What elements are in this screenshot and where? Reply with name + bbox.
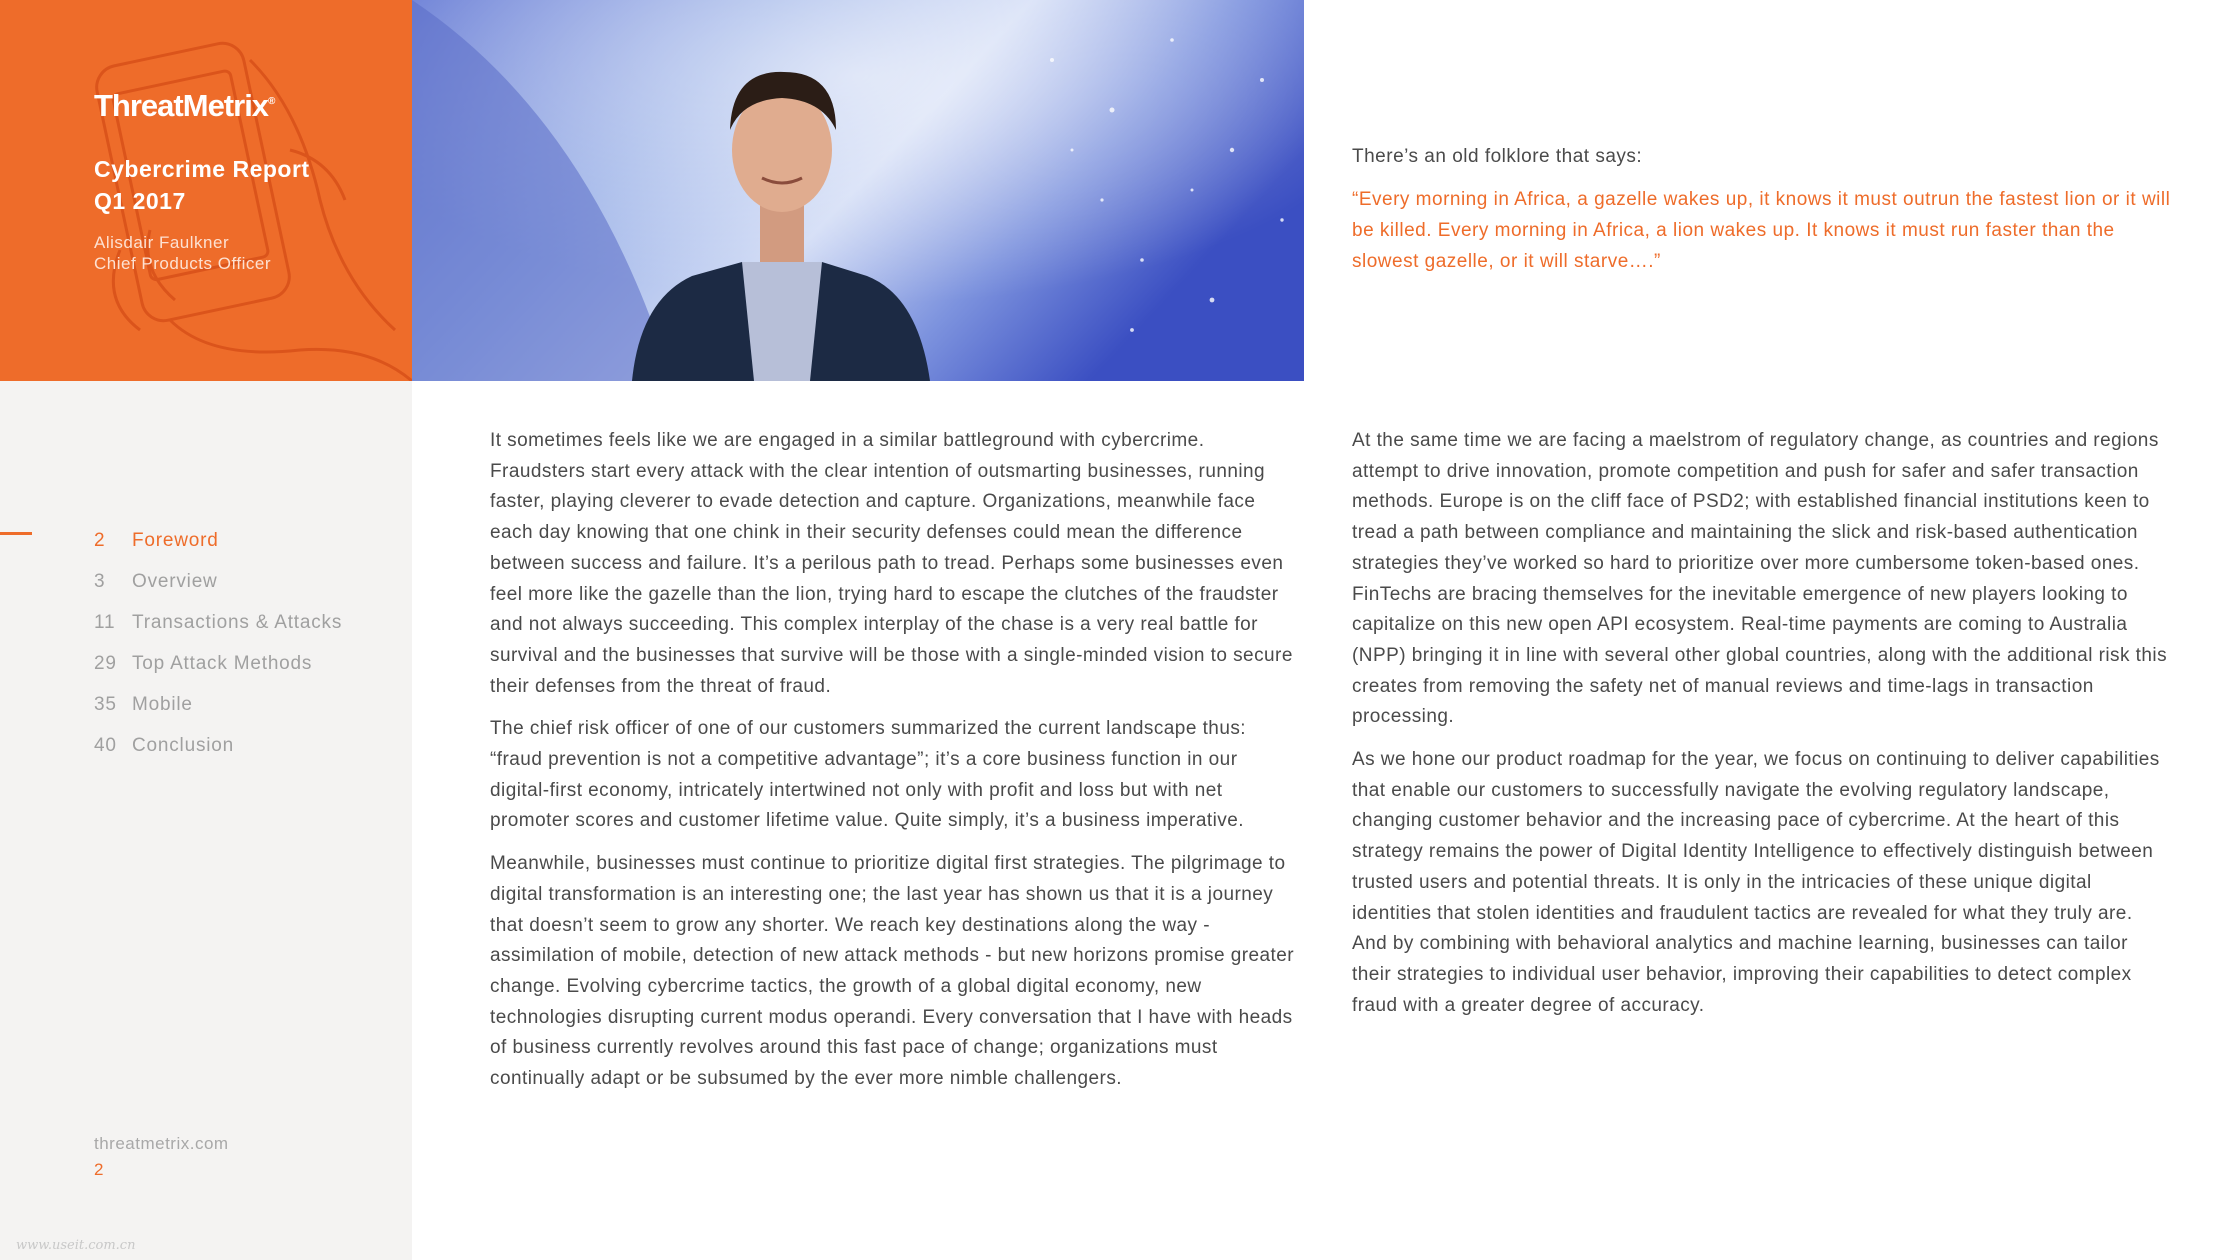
- toc-item-transactions-attacks[interactable]: 11 Transactions & Attacks: [94, 611, 343, 633]
- toc-item-foreword[interactable]: 2 Foreword: [94, 529, 219, 551]
- toc-item-mobile[interactable]: 35 Mobile: [94, 693, 193, 715]
- page-number: 2: [94, 1160, 104, 1179]
- paragraph: As we hone our product roadmap for the year, we focus on continuing to deliver capabilities that enable our customers to successfully navigate the evolving regulatory landscape, changing customer behavior and the increasing pace of cybercrime. At the heart of this strategy remains the power of Digital Identity Intelligence to effectively distinguish between trusted users and potential threats. It is only in the intricacies of these unique digital identities that stolen identities and fraudulent tactics are revealed for what they truly are. And by combining with behavioral analytics and machine learning, businesses can tailor their strategies to individual user behavior, improving their capabilities to detect complex fraud with a greater degree of accuracy.: [1352, 749, 2160, 1016]
- intro-lead: There’s an old folklore that says:: [1352, 146, 1643, 167]
- toc-active-marker: [0, 532, 32, 535]
- sidebar: [0, 0, 412, 1260]
- body-column-right: [1352, 426, 2170, 1033]
- toc-item-top-attack-methods[interactable]: 29 Top Attack Methods: [94, 652, 313, 674]
- brand-block: [0, 0, 412, 381]
- report-title: Cybercrime Report Q1 2017: [94, 156, 310, 214]
- author: [94, 232, 271, 274]
- body-column-left: [490, 426, 1300, 1107]
- paragraph: The chief risk officer of one of our customers summarized the current landscape thus: “fraud prevention is not a competitive advantage”; it’s a core business function in our digital-first economy, intricately intertwined not only with profit and loss but with net promoter scores and customer lifetime value. Quite simply, it’s a business imperative.: [490, 718, 1247, 832]
- paragraph: Meanwhile, businesses must continue to prioritize digital first strategies. The pilgrimage to digital transformation is an interesting one; the last year has shown us that it is a journey that doesn’t seem to grow any shorter. We reach key destinations along the way - assimilation of mobile, detection of new attack methods - but new horizons promise greater change. Evolving cybercrime tactics, the growth of a global digital economy, new technologies disrupting current modus operandi. Every conversation that I have with heads of business currently revolves around this fast pace of change; organizations must continually adapt or be subsumed by the ever more nimble challengers.: [490, 853, 1295, 1090]
- paragraph: At the same time we are facing a maelstrom of regulatory change, as countries and regions attempt to drive innovation, promote competition and push for safer and safer transaction methods. Europe is on the cliff face of PSD2; with established financial institutions keen to tread a path between compliance and maintaining the slick and risk-based authentication strategies they’ve worked so hard to prioritize over more cumbersome token-based ones. FinTechs are bracing themselves for the inevitable emergence of new players looking to capitalize on this new open API ecosystem. Real-time payments are coming to Australia (NPP) bringing it in line with several other global countries, along with the additional risk this creates from removing the safety net of manual reviews and time-lags in transaction processing.: [1352, 430, 2168, 728]
- table-of-contents: [94, 520, 342, 766]
- paragraph: It sometimes feels like we are engaged in a similar battleground with cybercrime. Fraudsters start every attack with the clear intention of outsmarting businesses, running faster, playing cleverer to evade detection and capture. Organizations, meanwhile face each day knowing that one chink in their security defenses could mean the difference between success and failure. It’s a perilous path to tread. Perhaps some businesses even feel more like the gazelle than the lion, trying hard to escape the clutches of the fraudster and not always succeeding. This complex interplay of the chase is a very real battle for survival and the businesses that survive will be those with a single-minded vision to secure their defenses from the threat of fraud.: [490, 430, 1293, 697]
- speaker-photo: [412, 0, 1304, 381]
- threatmetrix-logo: ThreatMetrix®: [94, 88, 275, 123]
- toc-item-conclusion[interactable]: 40 Conclusion: [94, 734, 234, 756]
- toc-item-overview[interactable]: 3 Overview: [94, 570, 218, 592]
- author-name: Alisdair Faulkner: [94, 233, 230, 252]
- folklore-quote: “Every morning in Africa, a gazelle wakes up, it knows it must outrun the fastest lion or it will be killed. Every morning in Africa, a lion wakes up. It knows it must run faster than the slowest gazelle, or it will starve….”: [1352, 189, 2171, 272]
- site-link[interactable]: threatmetrix.com: [94, 1134, 229, 1153]
- folklore-intro: [1352, 142, 2172, 277]
- author-role: Chief Products Officer: [94, 254, 271, 273]
- watermark: www.useit.com.cn: [16, 1238, 136, 1253]
